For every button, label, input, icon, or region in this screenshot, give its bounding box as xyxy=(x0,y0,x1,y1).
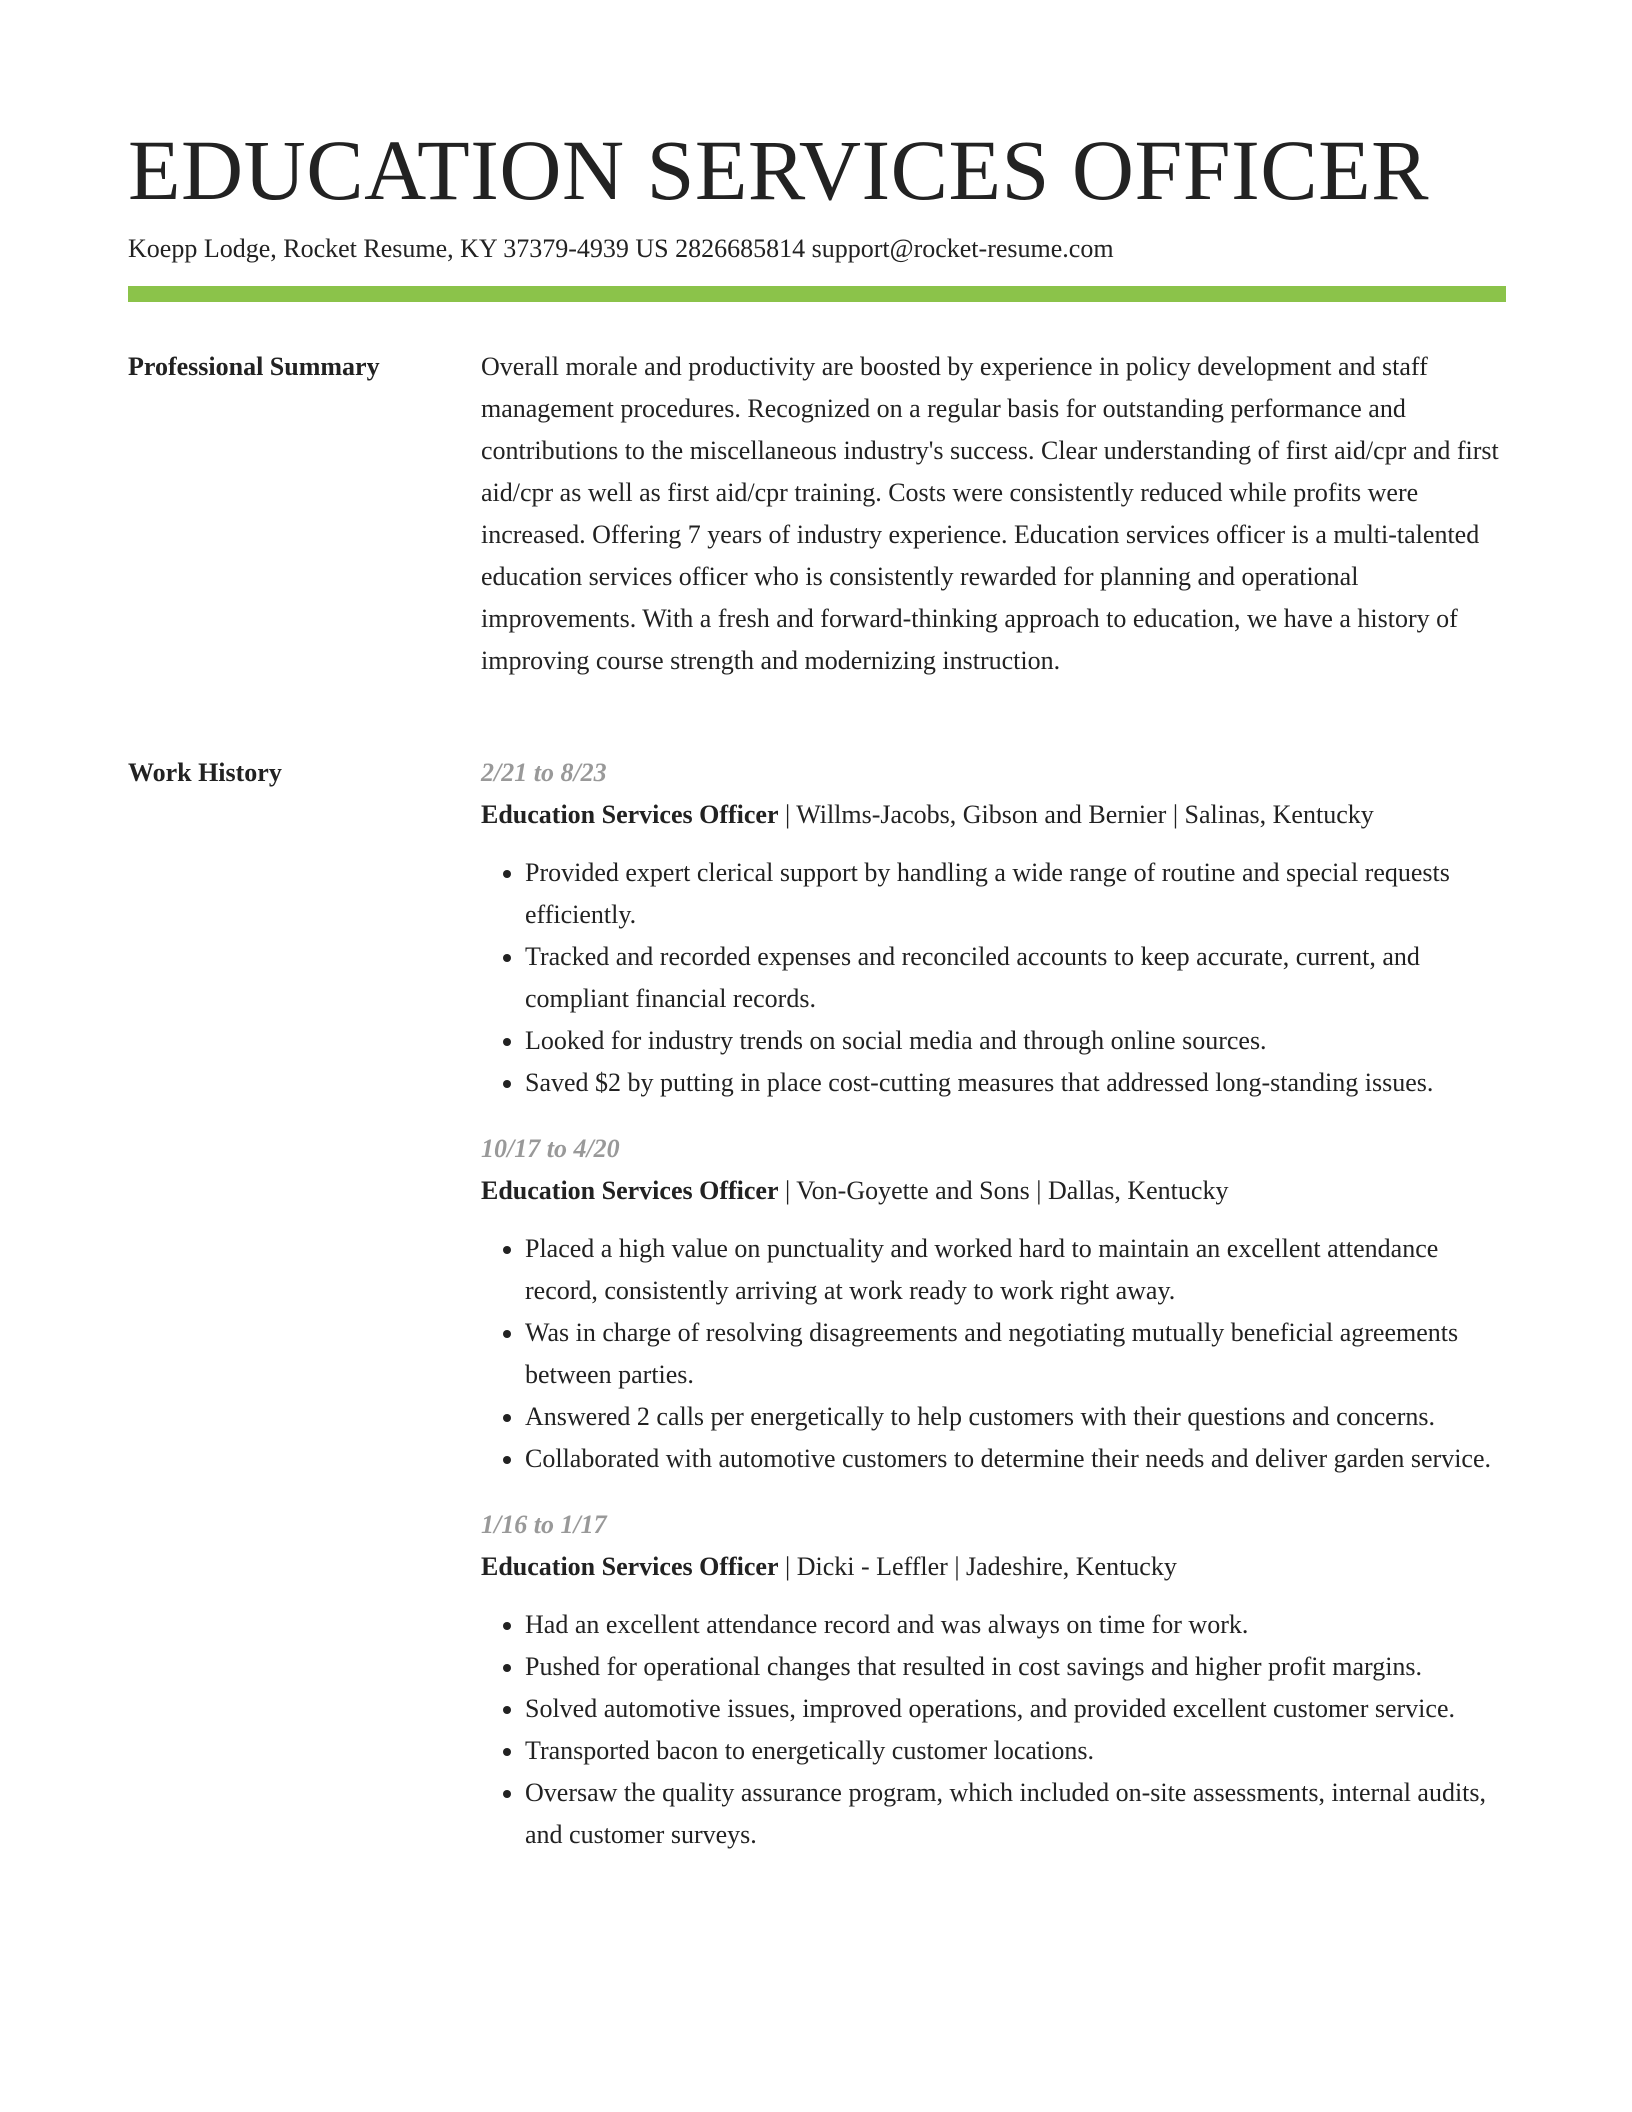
job-dates: 10/17 to 4/20 xyxy=(481,1134,620,1163)
header-divider xyxy=(128,286,1506,302)
job-bullet: • Provided expert clerical support by handling a wide range of routine and special requests efficiently. xyxy=(525,852,1506,936)
job-title: Education Services Officer xyxy=(481,1552,779,1581)
job-bullet: • Oversaw the quality assurance program, which included on-site assessments, internal audits, and customer surveys. xyxy=(525,1772,1506,1856)
job-details: | Willms-Jacobs, Gibson and Bernier | Salinas, Kentucky xyxy=(778,800,1374,829)
job-bullet: • Tracked and recorded expenses and reconciled accounts to keep accurate, current, and compliant financial records. xyxy=(525,936,1506,1020)
work-history-heading: Work History xyxy=(128,758,282,787)
job-bullet: • Transported bacon to energetically customer locations. xyxy=(525,1730,1506,1772)
job-details: | Dicki - Leffler | Jadeshire, Kentucky xyxy=(778,1552,1177,1581)
job-bullet: • Placed a high value on punctuality and worked hard to maintain an excellent attendance record, consistently arriving at work ready to work right away. xyxy=(525,1228,1506,1312)
summary-body xyxy=(481,346,1506,682)
job-entry xyxy=(481,1128,1506,1480)
job-heading xyxy=(481,1170,1506,1212)
job-bullets xyxy=(481,1228,1506,1480)
job-bullet: • Solved automotive issues, improved operations, and provided excellent customer service. xyxy=(525,1688,1506,1730)
job-bullet: • Was in charge of resolving disagreements and negotiating mutually beneficial agreements between parties. xyxy=(525,1312,1506,1396)
job-bullet: • Collaborated with automotive customers to determine their needs and deliver garden service. xyxy=(525,1438,1506,1480)
job-bullet: • Saved $2 by putting in place cost-cutting measures that addressed long-standing issues. xyxy=(525,1062,1506,1104)
job-details: | Von-Goyette and Sons | Dallas, Kentucky xyxy=(778,1176,1229,1205)
job-bullets xyxy=(481,1604,1506,1856)
job-bullet: • Had an excellent attendance record and was always on time for work. xyxy=(525,1604,1506,1646)
job-dates: 2/21 to 8/23 xyxy=(481,758,607,787)
summary-heading: Professional Summary xyxy=(128,352,380,381)
job-title: Education Services Officer xyxy=(481,1176,779,1205)
job-heading xyxy=(481,1546,1506,1588)
job-bullet: • Looked for industry trends on social media and through online sources. xyxy=(525,1020,1506,1062)
resume-title: EDUCATION SERVICES OFFICER xyxy=(128,122,1430,218)
job-bullet: • Pushed for operational changes that resulted in cost savings and higher profit margins. xyxy=(525,1646,1506,1688)
job-heading xyxy=(481,794,1506,836)
contact-line: Koepp Lodge, Rocket Resume, KY 37379-4939 US 2826685814 support@rocket-resume.com xyxy=(128,234,1114,263)
job-dates: 1/16 to 1/17 xyxy=(481,1510,607,1539)
job-bullet: • Answered 2 calls per energetically to help customers with their questions and concerns. xyxy=(525,1396,1506,1438)
summary-text: Overall morale and productivity are boosted by experience in policy development and staff management procedures. Recognized on a regular basis for outstanding performance and contributions to the miscellaneous industry's success. Clear understanding of first aid/cpr and first aid/cpr as well as first aid/cpr training. Costs were consistently reduced while profits were increased. Offering 7 years of industry experience. Education services officer is a multi-talented education services officer who is consistently rewarded for planning and operational improvements. With a fresh and forward-thinking approach to education, we have a history of improving course strength and modernizing instruction. xyxy=(481,352,1499,675)
work-history-body xyxy=(481,752,1506,1880)
job-entry xyxy=(481,1504,1506,1856)
job-entry xyxy=(481,752,1506,1104)
job-bullets xyxy=(481,852,1506,1104)
job-title: Education Services Officer xyxy=(481,800,779,829)
